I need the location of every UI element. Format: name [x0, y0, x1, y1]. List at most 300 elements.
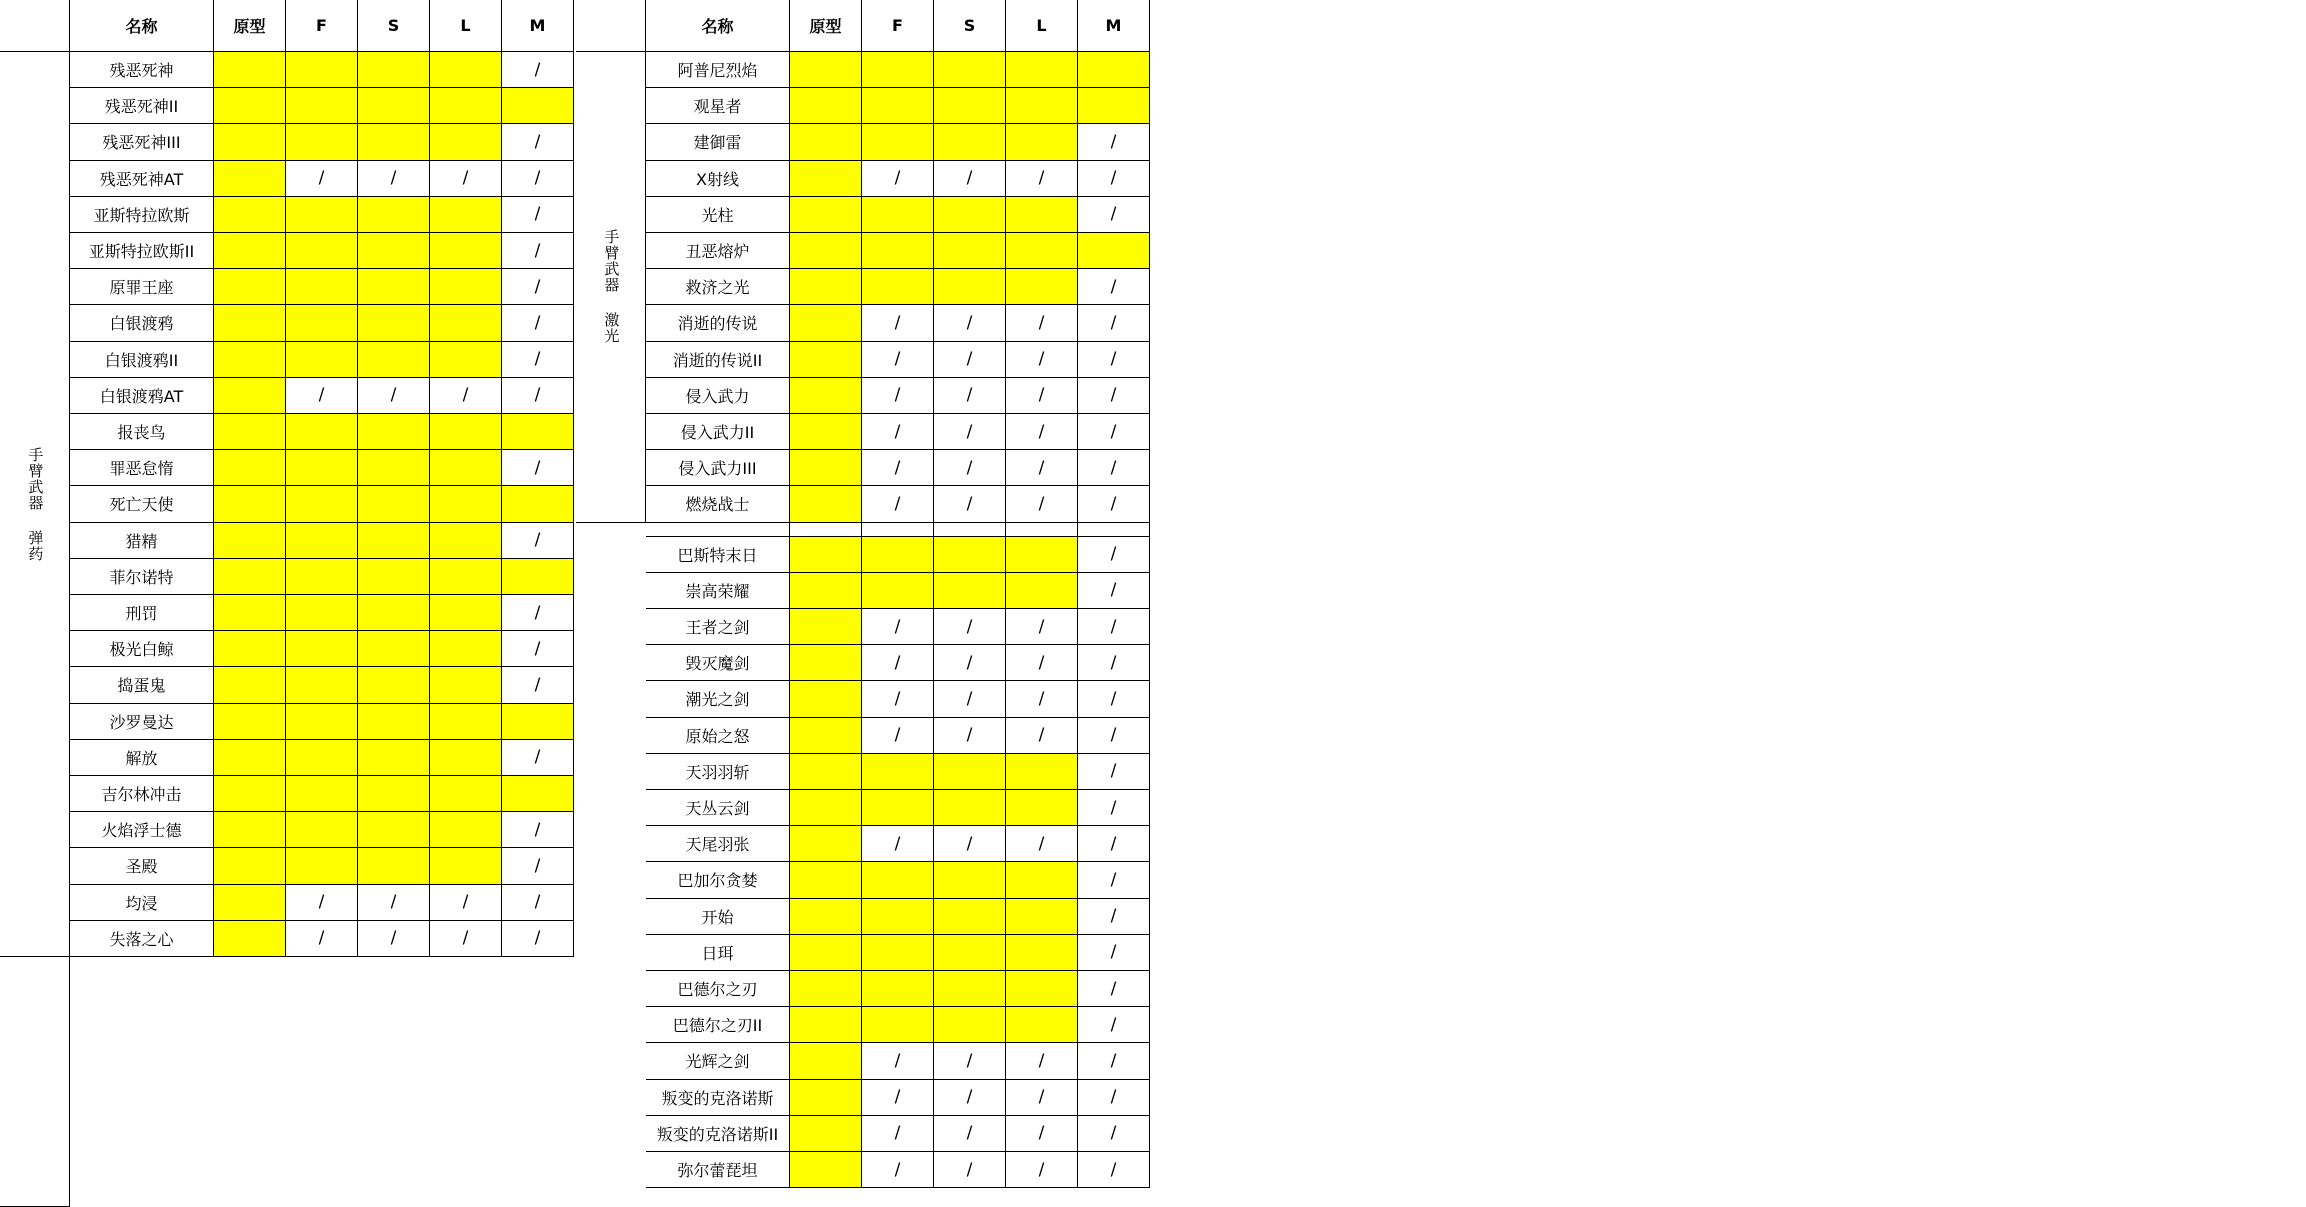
- value-cell[interactable]: /: [934, 450, 1006, 486]
- value-cell[interactable]: /: [862, 681, 934, 717]
- name-cell[interactable]: 侵入武力III: [646, 450, 790, 486]
- value-cell[interactable]: [862, 754, 934, 790]
- name-cell[interactable]: 天尾羽张: [646, 826, 790, 862]
- value-cell[interactable]: /: [1078, 573, 1150, 609]
- name-cell[interactable]: 残恶死神III: [70, 124, 214, 160]
- value-cell[interactable]: [214, 631, 286, 667]
- value-cell[interactable]: [934, 124, 1006, 160]
- name-cell[interactable]: 叛变的克洛诺斯: [646, 1080, 790, 1116]
- value-cell[interactable]: [430, 342, 502, 378]
- value-cell[interactable]: [1006, 935, 1078, 971]
- value-cell[interactable]: [286, 52, 358, 88]
- value-cell[interactable]: /: [1078, 305, 1150, 341]
- name-cell[interactable]: 死亡天使: [70, 486, 214, 522]
- value-cell[interactable]: /: [862, 305, 934, 341]
- value-cell[interactable]: [358, 776, 430, 812]
- value-cell[interactable]: [862, 88, 934, 124]
- name-cell[interactable]: 消逝的传说II: [646, 342, 790, 378]
- value-cell[interactable]: [286, 124, 358, 160]
- value-cell[interactable]: /: [502, 342, 574, 378]
- value-cell[interactable]: /: [286, 921, 358, 957]
- value-cell[interactable]: [790, 1043, 862, 1079]
- value-cell[interactable]: [1078, 523, 1150, 537]
- header-0[interactable]: 名称: [646, 0, 790, 52]
- name-cell[interactable]: 沙罗曼达: [70, 704, 214, 740]
- value-cell[interactable]: [1006, 124, 1078, 160]
- value-cell[interactable]: [790, 645, 862, 681]
- value-cell[interactable]: [286, 523, 358, 559]
- value-cell[interactable]: /: [502, 197, 574, 233]
- value-cell[interactable]: /: [862, 826, 934, 862]
- value-cell[interactable]: [286, 342, 358, 378]
- name-cell[interactable]: 侵入武力II: [646, 414, 790, 450]
- value-cell[interactable]: /: [1006, 342, 1078, 378]
- value-cell[interactable]: [286, 197, 358, 233]
- value-cell[interactable]: /: [1078, 197, 1150, 233]
- value-cell[interactable]: [430, 595, 502, 631]
- value-cell[interactable]: /: [502, 812, 574, 848]
- name-cell[interactable]: 吉尔林冲击: [70, 776, 214, 812]
- value-cell[interactable]: /: [1078, 1007, 1150, 1043]
- value-cell[interactable]: [286, 776, 358, 812]
- value-cell[interactable]: /: [502, 124, 574, 160]
- value-cell[interactable]: /: [934, 826, 1006, 862]
- name-cell[interactable]: 救济之光: [646, 269, 790, 305]
- value-cell[interactable]: /: [1078, 718, 1150, 754]
- value-cell[interactable]: /: [1078, 754, 1150, 790]
- name-cell[interactable]: 残恶死神II: [70, 88, 214, 124]
- value-cell[interactable]: /: [1078, 342, 1150, 378]
- value-cell[interactable]: [214, 921, 286, 957]
- value-cell[interactable]: [790, 971, 862, 1007]
- value-cell[interactable]: [214, 378, 286, 414]
- group-header-cell[interactable]: [576, 0, 646, 52]
- value-cell[interactable]: [214, 704, 286, 740]
- value-cell[interactable]: [934, 790, 1006, 826]
- name-cell[interactable]: 光辉之剑: [646, 1043, 790, 1079]
- value-cell[interactable]: /: [934, 1043, 1006, 1079]
- value-cell[interactable]: [358, 523, 430, 559]
- name-cell[interactable]: 菲尔诺特: [70, 559, 214, 595]
- value-cell[interactable]: /: [1006, 305, 1078, 341]
- value-cell[interactable]: /: [502, 631, 574, 667]
- value-cell[interactable]: [790, 790, 862, 826]
- value-cell[interactable]: /: [862, 609, 934, 645]
- value-cell[interactable]: [214, 486, 286, 522]
- value-cell[interactable]: /: [934, 161, 1006, 197]
- value-cell[interactable]: /: [502, 595, 574, 631]
- value-cell[interactable]: /: [862, 342, 934, 378]
- name-cell[interactable]: 弥尔蕾琵坦: [646, 1152, 790, 1188]
- name-cell[interactable]: 日珥: [646, 935, 790, 971]
- value-cell[interactable]: [934, 1007, 1006, 1043]
- name-cell[interactable]: 王者之剑: [646, 609, 790, 645]
- value-cell[interactable]: /: [1006, 1116, 1078, 1152]
- value-cell[interactable]: /: [502, 740, 574, 776]
- value-cell[interactable]: [934, 537, 1006, 573]
- value-cell[interactable]: [214, 523, 286, 559]
- name-cell[interactable]: 原始之怒: [646, 718, 790, 754]
- value-cell[interactable]: /: [1078, 826, 1150, 862]
- value-cell[interactable]: [430, 740, 502, 776]
- value-cell[interactable]: [1006, 790, 1078, 826]
- value-cell[interactable]: [430, 667, 502, 703]
- value-cell[interactable]: [214, 595, 286, 631]
- value-cell[interactable]: /: [934, 414, 1006, 450]
- name-cell[interactable]: 极光白鲸: [70, 631, 214, 667]
- value-cell[interactable]: /: [1078, 899, 1150, 935]
- value-cell[interactable]: [1006, 754, 1078, 790]
- value-cell[interactable]: /: [1006, 161, 1078, 197]
- value-cell[interactable]: /: [1078, 269, 1150, 305]
- value-cell[interactable]: [358, 52, 430, 88]
- value-cell[interactable]: /: [934, 1116, 1006, 1152]
- value-cell[interactable]: [214, 233, 286, 269]
- value-cell[interactable]: [1078, 52, 1150, 88]
- name-cell[interactable]: 白银渡鸦: [70, 305, 214, 341]
- value-cell[interactable]: [502, 776, 574, 812]
- header-1[interactable]: 原型: [790, 0, 862, 52]
- name-cell[interactable]: [646, 523, 790, 537]
- value-cell[interactable]: [934, 523, 1006, 537]
- name-cell[interactable]: 刑罚: [70, 595, 214, 631]
- value-cell[interactable]: [430, 197, 502, 233]
- value-cell[interactable]: [358, 486, 430, 522]
- value-cell[interactable]: [286, 631, 358, 667]
- value-cell[interactable]: /: [502, 667, 574, 703]
- value-cell[interactable]: [430, 414, 502, 450]
- value-cell[interactable]: /: [430, 885, 502, 921]
- value-cell[interactable]: [1006, 233, 1078, 269]
- value-cell[interactable]: [790, 681, 862, 717]
- header-0[interactable]: 名称: [70, 0, 214, 52]
- value-cell[interactable]: [934, 233, 1006, 269]
- name-cell[interactable]: 开始: [646, 899, 790, 935]
- name-cell[interactable]: 阿普尼烈焰: [646, 52, 790, 88]
- value-cell[interactable]: [790, 899, 862, 935]
- name-cell[interactable]: 捣蛋鬼: [70, 667, 214, 703]
- value-cell[interactable]: /: [1006, 378, 1078, 414]
- value-cell[interactable]: /: [1078, 124, 1150, 160]
- value-cell[interactable]: /: [1006, 645, 1078, 681]
- value-cell[interactable]: [214, 740, 286, 776]
- value-cell[interactable]: /: [1006, 681, 1078, 717]
- value-cell[interactable]: [934, 935, 1006, 971]
- value-cell[interactable]: [286, 740, 358, 776]
- value-cell[interactable]: [790, 450, 862, 486]
- value-cell[interactable]: [790, 1080, 862, 1116]
- value-cell[interactable]: /: [862, 414, 934, 450]
- value-cell[interactable]: [934, 197, 1006, 233]
- value-cell[interactable]: [430, 559, 502, 595]
- name-cell[interactable]: 观星者: [646, 88, 790, 124]
- value-cell[interactable]: /: [358, 378, 430, 414]
- value-cell[interactable]: /: [1078, 161, 1150, 197]
- value-cell[interactable]: [790, 88, 862, 124]
- value-cell[interactable]: [430, 124, 502, 160]
- value-cell[interactable]: /: [862, 1116, 934, 1152]
- value-cell[interactable]: [790, 197, 862, 233]
- value-cell[interactable]: [430, 776, 502, 812]
- value-cell[interactable]: /: [862, 1080, 934, 1116]
- name-cell[interactable]: 亚斯特拉欧斯II: [70, 233, 214, 269]
- value-cell[interactable]: [790, 1007, 862, 1043]
- name-cell[interactable]: 巴斯特末日: [646, 537, 790, 573]
- value-cell[interactable]: [862, 862, 934, 898]
- value-cell[interactable]: [358, 124, 430, 160]
- value-cell[interactable]: [358, 848, 430, 884]
- value-cell[interactable]: [286, 450, 358, 486]
- value-cell[interactable]: /: [1078, 1152, 1150, 1188]
- value-cell[interactable]: [934, 754, 1006, 790]
- value-cell[interactable]: [934, 52, 1006, 88]
- name-cell[interactable]: 崇高荣耀: [646, 573, 790, 609]
- value-cell[interactable]: [790, 1116, 862, 1152]
- value-cell[interactable]: [214, 776, 286, 812]
- value-cell[interactable]: [286, 559, 358, 595]
- value-cell[interactable]: [286, 88, 358, 124]
- value-cell[interactable]: /: [934, 1152, 1006, 1188]
- value-cell[interactable]: /: [934, 1080, 1006, 1116]
- value-cell[interactable]: [790, 609, 862, 645]
- value-cell[interactable]: [1078, 88, 1150, 124]
- value-cell[interactable]: [214, 305, 286, 341]
- value-cell[interactable]: /: [1078, 1080, 1150, 1116]
- value-cell[interactable]: [862, 197, 934, 233]
- value-cell[interactable]: /: [502, 161, 574, 197]
- value-cell[interactable]: [1006, 971, 1078, 1007]
- value-cell[interactable]: [790, 161, 862, 197]
- name-cell[interactable]: 残恶死神: [70, 52, 214, 88]
- value-cell[interactable]: [286, 305, 358, 341]
- value-cell[interactable]: [862, 899, 934, 935]
- value-cell[interactable]: /: [1078, 1116, 1150, 1152]
- value-cell[interactable]: [1006, 573, 1078, 609]
- value-cell[interactable]: [862, 935, 934, 971]
- name-cell[interactable]: 叛变的克洛诺斯II: [646, 1116, 790, 1152]
- value-cell[interactable]: [790, 52, 862, 88]
- name-cell[interactable]: 失落之心: [70, 921, 214, 957]
- group-header-cell[interactable]: [0, 0, 70, 52]
- value-cell[interactable]: /: [286, 378, 358, 414]
- name-cell[interactable]: 白银渡鸦II: [70, 342, 214, 378]
- value-cell[interactable]: [862, 1007, 934, 1043]
- value-cell[interactable]: [214, 812, 286, 848]
- name-cell[interactable]: 巴德尔之刃: [646, 971, 790, 1007]
- value-cell[interactable]: [790, 537, 862, 573]
- value-cell[interactable]: [1006, 537, 1078, 573]
- value-cell[interactable]: [790, 414, 862, 450]
- value-cell[interactable]: /: [862, 718, 934, 754]
- name-cell[interactable]: 燃烧战士: [646, 486, 790, 522]
- value-cell[interactable]: [214, 848, 286, 884]
- value-cell[interactable]: /: [934, 609, 1006, 645]
- value-cell[interactable]: [358, 197, 430, 233]
- value-cell[interactable]: [790, 233, 862, 269]
- header-5[interactable]: M: [1078, 0, 1150, 52]
- value-cell[interactable]: /: [1078, 790, 1150, 826]
- value-cell[interactable]: [502, 704, 574, 740]
- value-cell[interactable]: /: [1006, 826, 1078, 862]
- value-cell[interactable]: [358, 233, 430, 269]
- value-cell[interactable]: /: [862, 645, 934, 681]
- value-cell[interactable]: [934, 269, 1006, 305]
- value-cell[interactable]: /: [1006, 1080, 1078, 1116]
- value-cell[interactable]: /: [1078, 1043, 1150, 1079]
- value-cell[interactable]: [862, 124, 934, 160]
- value-cell[interactable]: [790, 124, 862, 160]
- value-cell[interactable]: [358, 450, 430, 486]
- value-cell[interactable]: /: [1078, 645, 1150, 681]
- value-cell[interactable]: /: [1006, 609, 1078, 645]
- value-cell[interactable]: [214, 667, 286, 703]
- value-cell[interactable]: [790, 573, 862, 609]
- value-cell[interactable]: [214, 52, 286, 88]
- header-1[interactable]: 原型: [214, 0, 286, 52]
- value-cell[interactable]: [214, 450, 286, 486]
- value-cell[interactable]: [1006, 197, 1078, 233]
- value-cell[interactable]: [430, 269, 502, 305]
- value-cell[interactable]: [1078, 233, 1150, 269]
- value-cell[interactable]: /: [934, 305, 1006, 341]
- value-cell[interactable]: /: [502, 523, 574, 559]
- value-cell[interactable]: [430, 305, 502, 341]
- header-4[interactable]: L: [1006, 0, 1078, 52]
- header-2[interactable]: F: [286, 0, 358, 52]
- value-cell[interactable]: [790, 523, 862, 537]
- value-cell[interactable]: [286, 269, 358, 305]
- value-cell[interactable]: [430, 450, 502, 486]
- name-cell[interactable]: 报丧鸟: [70, 414, 214, 450]
- value-cell[interactable]: /: [286, 885, 358, 921]
- value-cell[interactable]: /: [1006, 450, 1078, 486]
- value-cell[interactable]: [358, 414, 430, 450]
- name-cell[interactable]: 原罪王座: [70, 269, 214, 305]
- value-cell[interactable]: /: [502, 269, 574, 305]
- value-cell[interactable]: [286, 667, 358, 703]
- value-cell[interactable]: [790, 305, 862, 341]
- value-cell[interactable]: /: [862, 1043, 934, 1079]
- value-cell[interactable]: /: [502, 450, 574, 486]
- value-cell[interactable]: [286, 704, 358, 740]
- name-cell[interactable]: 天丛云剑: [646, 790, 790, 826]
- name-cell[interactable]: 丑恶熔炉: [646, 233, 790, 269]
- value-cell[interactable]: [1006, 862, 1078, 898]
- name-cell[interactable]: 消逝的传说: [646, 305, 790, 341]
- value-cell[interactable]: [862, 523, 934, 537]
- name-cell[interactable]: 潮光之剑: [646, 681, 790, 717]
- value-cell[interactable]: /: [430, 161, 502, 197]
- value-cell[interactable]: [286, 595, 358, 631]
- value-cell[interactable]: [430, 233, 502, 269]
- value-cell[interactable]: /: [934, 342, 1006, 378]
- value-cell[interactable]: /: [934, 645, 1006, 681]
- value-cell[interactable]: [214, 88, 286, 124]
- value-cell[interactable]: [214, 342, 286, 378]
- value-cell[interactable]: [502, 88, 574, 124]
- value-cell[interactable]: /: [934, 378, 1006, 414]
- value-cell[interactable]: [862, 52, 934, 88]
- value-cell[interactable]: [790, 342, 862, 378]
- value-cell[interactable]: [286, 812, 358, 848]
- value-cell[interactable]: [1006, 1007, 1078, 1043]
- value-cell[interactable]: [358, 559, 430, 595]
- value-cell[interactable]: [502, 414, 574, 450]
- value-cell[interactable]: [358, 740, 430, 776]
- value-cell[interactable]: [934, 573, 1006, 609]
- value-cell[interactable]: [358, 667, 430, 703]
- value-cell[interactable]: /: [502, 233, 574, 269]
- value-cell[interactable]: [934, 971, 1006, 1007]
- value-cell[interactable]: [502, 559, 574, 595]
- value-cell[interactable]: /: [502, 52, 574, 88]
- value-cell[interactable]: [430, 631, 502, 667]
- name-cell[interactable]: 光柱: [646, 197, 790, 233]
- name-cell[interactable]: 亚斯特拉欧斯: [70, 197, 214, 233]
- name-cell[interactable]: 建御雷: [646, 124, 790, 160]
- value-cell[interactable]: [790, 826, 862, 862]
- value-cell[interactable]: /: [1006, 1152, 1078, 1188]
- value-cell[interactable]: /: [934, 681, 1006, 717]
- value-cell[interactable]: [358, 269, 430, 305]
- value-cell[interactable]: [862, 790, 934, 826]
- value-cell[interactable]: [358, 704, 430, 740]
- value-cell[interactable]: [214, 559, 286, 595]
- value-cell[interactable]: /: [862, 1152, 934, 1188]
- value-cell[interactable]: [358, 342, 430, 378]
- name-cell[interactable]: 猎精: [70, 523, 214, 559]
- header-3[interactable]: S: [934, 0, 1006, 52]
- value-cell[interactable]: [430, 848, 502, 884]
- value-cell[interactable]: [358, 305, 430, 341]
- name-cell[interactable]: 天羽羽斩: [646, 754, 790, 790]
- name-cell[interactable]: 解放: [70, 740, 214, 776]
- name-cell[interactable]: 残恶死神AT: [70, 161, 214, 197]
- header-4[interactable]: L: [430, 0, 502, 52]
- value-cell[interactable]: [214, 269, 286, 305]
- header-3[interactable]: S: [358, 0, 430, 52]
- value-cell[interactable]: /: [358, 921, 430, 957]
- value-cell[interactable]: [790, 718, 862, 754]
- value-cell[interactable]: /: [1006, 718, 1078, 754]
- value-cell[interactable]: /: [1078, 971, 1150, 1007]
- value-cell[interactable]: /: [934, 486, 1006, 522]
- value-cell[interactable]: [934, 88, 1006, 124]
- header-2[interactable]: F: [862, 0, 934, 52]
- value-cell[interactable]: /: [430, 378, 502, 414]
- value-cell[interactable]: [1006, 899, 1078, 935]
- value-cell[interactable]: /: [286, 161, 358, 197]
- value-cell[interactable]: [358, 88, 430, 124]
- name-cell[interactable]: X射线: [646, 161, 790, 197]
- name-cell[interactable]: 圣殿: [70, 848, 214, 884]
- name-cell[interactable]: 均浸: [70, 885, 214, 921]
- value-cell[interactable]: [790, 486, 862, 522]
- value-cell[interactable]: /: [1078, 414, 1150, 450]
- value-cell[interactable]: [862, 269, 934, 305]
- name-cell[interactable]: 白银渡鸦AT: [70, 378, 214, 414]
- value-cell[interactable]: /: [1078, 862, 1150, 898]
- value-cell[interactable]: /: [862, 378, 934, 414]
- value-cell[interactable]: /: [862, 450, 934, 486]
- value-cell[interactable]: /: [1078, 486, 1150, 522]
- value-cell[interactable]: /: [502, 885, 574, 921]
- value-cell[interactable]: [790, 862, 862, 898]
- value-cell[interactable]: /: [934, 718, 1006, 754]
- value-cell[interactable]: [286, 233, 358, 269]
- value-cell[interactable]: /: [1006, 414, 1078, 450]
- value-cell[interactable]: [1006, 52, 1078, 88]
